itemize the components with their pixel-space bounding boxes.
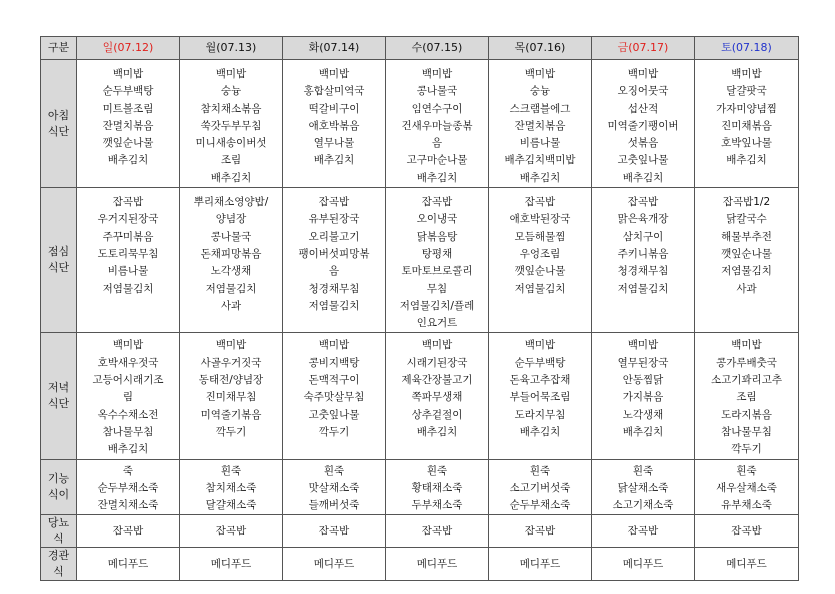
menu-item: 죽 <box>122 464 134 477</box>
menu-item: 백미밥 <box>731 68 762 80</box>
menu-cell <box>386 548 489 581</box>
menu-item: 배추김치 <box>313 154 355 167</box>
menu-item: 잡곡밥 <box>627 196 659 209</box>
header-row <box>41 37 799 60</box>
row-label-line: 저녁 <box>47 380 70 394</box>
menu-item: 부들어묵조림 <box>509 391 571 404</box>
menu-cell <box>489 459 592 515</box>
menu-item: 안동찜닭 <box>622 374 664 387</box>
menu-item: 사과 <box>736 282 757 295</box>
menu-item: 노각생채 <box>622 408 664 421</box>
menu-item: 유부채소죽 <box>721 499 772 512</box>
menu-cell <box>77 459 180 515</box>
menu-item: 비름나물 <box>107 265 149 278</box>
menu-item: 참나물무침 <box>102 425 154 438</box>
menu-item: 백미밥 <box>112 339 144 352</box>
menu-item: 고춧잎나물 <box>617 154 669 167</box>
menu-item: 미역줄기볶음 <box>200 408 262 421</box>
menu-item: 백미밥 <box>112 68 144 80</box>
menu-item: 흰죽 <box>529 464 551 477</box>
menu-item: 조림 <box>220 154 242 167</box>
menu-item: 스크램블에그 <box>509 102 571 115</box>
menu-cell <box>77 333 180 459</box>
menu-item: 흰죽 <box>426 464 448 477</box>
menu-item: 오리불고기 <box>308 230 360 243</box>
row-label-line: 식단 <box>47 124 70 138</box>
menu-cell <box>180 188 283 333</box>
menu-cell <box>283 333 386 459</box>
menu-item: 삼치구이 <box>622 230 664 243</box>
menu-item: 배추김치 <box>622 171 664 184</box>
menu-item: 달걀채소죽 <box>205 499 257 512</box>
row-label-line: 점심 <box>47 245 70 259</box>
menu-item: 임연수구이 <box>411 102 463 115</box>
menu-item: 잔멸치채소죽 <box>97 499 159 512</box>
menu-item: 사골우거짓국 <box>200 356 262 369</box>
menu-item: 깍두기 <box>215 425 247 438</box>
menu-item: 진미채볶음 <box>721 119 772 132</box>
lunch-row <box>41 188 799 333</box>
menu-item: 무침 <box>426 282 448 295</box>
menu-item: 잡곡밥 <box>627 524 659 537</box>
menu-cell <box>77 548 180 581</box>
menu-item: 소고기버섯죽 <box>509 481 571 494</box>
menu-item: 소고기꽈리고추 <box>710 374 782 387</box>
day-header: 수(07.15) <box>386 37 489 60</box>
menu-item: 저염물김치 <box>617 282 669 295</box>
menu-cell <box>695 515 799 548</box>
menu-cell <box>592 60 695 188</box>
menu-item: 깻잎순나물 <box>721 247 772 260</box>
menu-item: 도라지무침 <box>514 408 566 421</box>
menu-item: 참치채소죽 <box>205 481 257 494</box>
menu-item: 열무나물 <box>313 137 355 150</box>
menu-item: 조림 <box>736 391 757 404</box>
tube-feeding-row <box>41 548 799 581</box>
row-label-line: 식단 <box>47 396 70 410</box>
menu-item: 미역줄기팽이버 <box>607 119 679 132</box>
menu-item: 애호박된장국 <box>509 213 571 226</box>
menu-item: 모듬해물찜 <box>514 230 566 243</box>
menu-cell <box>180 60 283 188</box>
menu-cell <box>489 515 592 548</box>
menu-item: 메디푸드 <box>519 557 561 570</box>
row-label-line: 아침 <box>47 108 70 122</box>
category-header: 구분 <box>41 37 77 60</box>
menu-item: 백미밥 <box>627 68 659 80</box>
menu-item: 쪽파무생채 <box>411 391 463 404</box>
dinner-row <box>41 333 799 459</box>
menu-item: 백미밥 <box>215 68 247 80</box>
menu-item: 백미밥 <box>731 339 762 352</box>
menu-item: 쑥갓두부무침 <box>200 119 262 132</box>
menu-cell <box>77 188 180 333</box>
weekly-menu-table <box>40 36 799 581</box>
menu-cell <box>180 515 283 548</box>
menu-item: 잡곡밥 <box>524 524 556 537</box>
menu-item: 떡갈비구이 <box>308 102 360 115</box>
menu-item: 호박잎나물 <box>721 137 772 150</box>
menu-item: 림 <box>122 391 134 404</box>
menu-item: 잡곡밥1/2 <box>722 196 771 209</box>
menu-item: 깍두기 <box>318 425 350 438</box>
menu-item: 숭늉 <box>529 85 551 98</box>
menu-item: 저염물김치 <box>721 265 772 278</box>
menu-item: 토마토브로콜리 <box>401 265 473 278</box>
menu-item: 오징어뭇국 <box>617 85 669 98</box>
menu-cell <box>180 459 283 515</box>
menu-item: 배추김치 <box>519 425 561 438</box>
menu-item: 콩비지백탕 <box>308 356 360 369</box>
menu-item: 음 <box>431 137 443 150</box>
menu-item: 애호박볶음 <box>308 119 360 132</box>
menu-cell <box>180 333 283 459</box>
row-label <box>41 548 77 581</box>
menu-cell <box>592 333 695 459</box>
menu-item: 흰죽 <box>323 464 345 477</box>
menu-cell <box>695 60 799 188</box>
menu-cell <box>386 60 489 188</box>
menu-item: 순두부채소죽 <box>97 481 159 494</box>
menu-item: 뿌리채소영양밥/ <box>193 196 269 209</box>
menu-item: 참치채소볶음 <box>200 102 262 115</box>
menu-item: 콩가루배춧국 <box>716 356 777 369</box>
day-header: 토(07.18) <box>695 37 799 60</box>
menu-item: 순두부백탕 <box>514 356 566 369</box>
menu-item: 배추김치 <box>416 171 458 184</box>
menu-item: 가자미양념찜 <box>716 102 777 115</box>
menu-item: 백미밥 <box>421 68 453 80</box>
menu-item: 콩나물국 <box>210 230 252 243</box>
menu-item: 호박새우젓국 <box>97 356 159 369</box>
menu-cell <box>283 188 386 333</box>
menu-item: 메디푸드 <box>210 557 252 570</box>
row-label <box>41 60 77 188</box>
menu-item: 닭칼국수 <box>726 213 767 226</box>
menu-item: 백미밥 <box>215 339 247 352</box>
menu-item: 잡곡밥 <box>112 196 144 209</box>
menu-item: 잡곡밥 <box>215 524 247 537</box>
menu-item: 맑은육개장 <box>617 213 669 226</box>
row-label-line: 식 <box>53 532 64 546</box>
menu-item: 열무된장국 <box>617 356 669 369</box>
menu-item: 흰죽 <box>632 464 654 477</box>
menu-item: 잡곡밥 <box>112 524 144 537</box>
row-label-line: 식이 <box>47 487 70 501</box>
menu-item: 청경채무침 <box>617 265 669 278</box>
menu-cell <box>489 548 592 581</box>
menu-item: 탕평채 <box>421 247 453 260</box>
menu-item: 배추김치 <box>622 425 664 438</box>
menu-item: 시래기된장국 <box>406 356 468 369</box>
menu-item: 미니새송이버섯 <box>195 137 267 150</box>
menu-item: 건새우마늘종볶 <box>401 119 473 132</box>
menu-item: 팽이버섯피망볶 <box>298 247 370 260</box>
menu-cell <box>180 548 283 581</box>
menu-item: 배추김치 <box>519 171 561 184</box>
menu-cell <box>592 188 695 333</box>
day-header: 월(07.13) <box>180 37 283 60</box>
menu-cell <box>283 515 386 548</box>
menu-item: 순두부백탕 <box>102 85 154 98</box>
function-diet-row <box>41 459 799 515</box>
row-label-line: 경관 <box>47 549 70 563</box>
menu-item: 잡곡밥 <box>421 196 453 209</box>
menu-item: 깍두기 <box>731 443 762 456</box>
menu-item: 잡곡밥 <box>318 196 350 209</box>
menu-item: 제육간장불고기 <box>401 374 473 387</box>
menu-item: 순두부채소죽 <box>509 499 571 512</box>
menu-item: 메디푸드 <box>622 557 664 570</box>
menu-item: 황태채소죽 <box>411 481 463 494</box>
row-label-line: 기능 <box>47 471 70 485</box>
menu-item: 배추김치 <box>416 425 458 438</box>
menu-item: 인요거트 <box>416 317 458 330</box>
menu-item: 돈육고추잡채 <box>509 374 571 387</box>
menu-item: 배추김치 <box>107 154 149 167</box>
menu-item: 백미밥 <box>524 339 556 352</box>
menu-item: 비름나물 <box>519 137 561 150</box>
menu-cell <box>592 459 695 515</box>
row-label-line: 식단 <box>47 261 70 275</box>
day-header: 금(07.17) <box>592 37 695 60</box>
menu-item: 사과 <box>220 299 242 312</box>
day-header: 목(07.16) <box>489 37 592 60</box>
menu-item: 섭산적 <box>627 102 659 115</box>
menu-item: 콩나물국 <box>416 85 458 98</box>
menu-cell <box>695 459 799 515</box>
day-header: 일(07.12) <box>77 37 180 60</box>
menu-item: 메디푸드 <box>107 557 149 570</box>
menu-cell <box>695 548 799 581</box>
menu-item: 두부채소죽 <box>411 499 463 512</box>
menu-item: 돈채피망볶음 <box>200 247 262 260</box>
menu-item: 달걀팟국 <box>726 85 767 98</box>
menu-item: 닭볶음탕 <box>416 230 458 243</box>
menu-item: 도라지볶음 <box>721 408 772 421</box>
row-label <box>41 459 77 515</box>
menu-item: 잡곡밥 <box>421 524 453 537</box>
menu-item: 백미밥 <box>421 339 453 352</box>
menu-item: 저염물김치 <box>102 282 154 295</box>
menu-item: 고등어시래기조 <box>92 374 164 387</box>
menu-item: 메디푸드 <box>313 557 355 570</box>
menu-cell <box>283 459 386 515</box>
menu-cell <box>489 60 592 188</box>
menu-item: 유부된장국 <box>308 213 360 226</box>
menu-item: 미트볼조림 <box>102 102 154 115</box>
menu-cell <box>283 548 386 581</box>
menu-item: 들깨버섯죽 <box>308 499 360 512</box>
row-label <box>41 515 77 548</box>
menu-cell <box>77 60 180 188</box>
menu-cell <box>386 515 489 548</box>
menu-item: 참나물무침 <box>721 425 772 438</box>
menu-item: 도토리묵무침 <box>97 247 159 260</box>
menu-item: 오이냉국 <box>416 213 458 226</box>
menu-item: 백미밥 <box>318 68 350 80</box>
menu-item: 흰죽 <box>220 464 242 477</box>
menu-cell <box>592 515 695 548</box>
menu-item: 노각생채 <box>210 265 252 278</box>
menu-cell <box>386 459 489 515</box>
menu-item: 배추김치백미밥 <box>504 154 576 167</box>
menu-cell <box>386 333 489 459</box>
row-label-line: 당뇨 <box>47 516 70 530</box>
menu-item: 고춧잎나물 <box>308 408 360 421</box>
menu-item: 숙주맛살무침 <box>303 391 365 404</box>
menu-item: 홍합살미역국 <box>303 85 365 98</box>
menu-item: 잡곡밥 <box>731 524 762 537</box>
menu-item: 흰죽 <box>736 464 757 477</box>
menu-item: 백미밥 <box>524 68 556 80</box>
menu-cell <box>695 188 799 333</box>
menu-item: 저염물김치 <box>205 282 257 295</box>
menu-item: 잡곡밥 <box>318 524 350 537</box>
menu-item: 잔멸치볶음 <box>102 119 154 132</box>
menu-item: 숭늉 <box>220 85 242 98</box>
menu-cell <box>283 60 386 188</box>
menu-item: 닭살채소죽 <box>617 481 669 494</box>
menu-item: 새우살채소죽 <box>716 481 777 494</box>
menu-cell <box>489 333 592 459</box>
menu-item: 가지볶음 <box>622 391 664 404</box>
menu-item: 깻잎순나물 <box>102 137 154 150</box>
menu-cell <box>695 333 799 459</box>
menu-item: 청경채무침 <box>308 282 360 295</box>
menu-item: 양념장 <box>215 213 247 226</box>
menu-item: 음 <box>328 265 340 278</box>
menu-item: 고구마순나물 <box>406 154 468 167</box>
menu-item: 배추김치 <box>107 443 149 456</box>
menu-item: 상추겉절이 <box>411 408 463 421</box>
menu-item: 배추김치 <box>726 154 767 167</box>
menu-item: 맛살채소죽 <box>308 481 360 494</box>
menu-item: 깻잎순나물 <box>514 265 566 278</box>
row-label <box>41 333 77 459</box>
menu-item: 백미밥 <box>627 339 659 352</box>
diabetic-diet-row <box>41 515 799 548</box>
menu-item: 우거지된장국 <box>97 213 159 226</box>
menu-cell <box>489 188 592 333</box>
menu-item: 돈맥적구이 <box>308 374 360 387</box>
menu-cell <box>77 515 180 548</box>
row-label <box>41 188 77 333</box>
menu-item: 주키니볶음 <box>617 247 669 260</box>
menu-item: 백미밥 <box>318 339 350 352</box>
menu-item: 섯볶음 <box>627 137 659 150</box>
menu-item: 저염물김치 <box>514 282 566 295</box>
day-header: 화(07.14) <box>283 37 386 60</box>
menu-item: 우엉조림 <box>519 247 561 260</box>
menu-item: 소고기채소죽 <box>612 499 674 512</box>
menu-item: 옥수수채소전 <box>97 408 159 421</box>
menu-item: 잔멸치볶음 <box>514 119 566 132</box>
menu-item: 잡곡밥 <box>524 196 556 209</box>
menu-item: 해물부추전 <box>721 230 772 243</box>
row-label-line: 식 <box>53 565 64 579</box>
menu-item: 동태전/양념장 <box>198 374 264 387</box>
menu-item: 배추김치 <box>210 171 252 184</box>
menu-item: 주꾸미볶음 <box>102 230 154 243</box>
menu-cell <box>386 188 489 333</box>
menu-item: 메디푸드 <box>416 557 458 570</box>
menu-item: 진미채무침 <box>205 391 257 404</box>
menu-body <box>41 60 799 581</box>
breakfast-row <box>41 60 799 188</box>
menu-cell <box>592 548 695 581</box>
menu-item: 저염물김치 <box>308 299 360 312</box>
menu-item: 메디푸드 <box>726 557 767 570</box>
menu-item: 저염물김치/플레 <box>399 299 475 312</box>
